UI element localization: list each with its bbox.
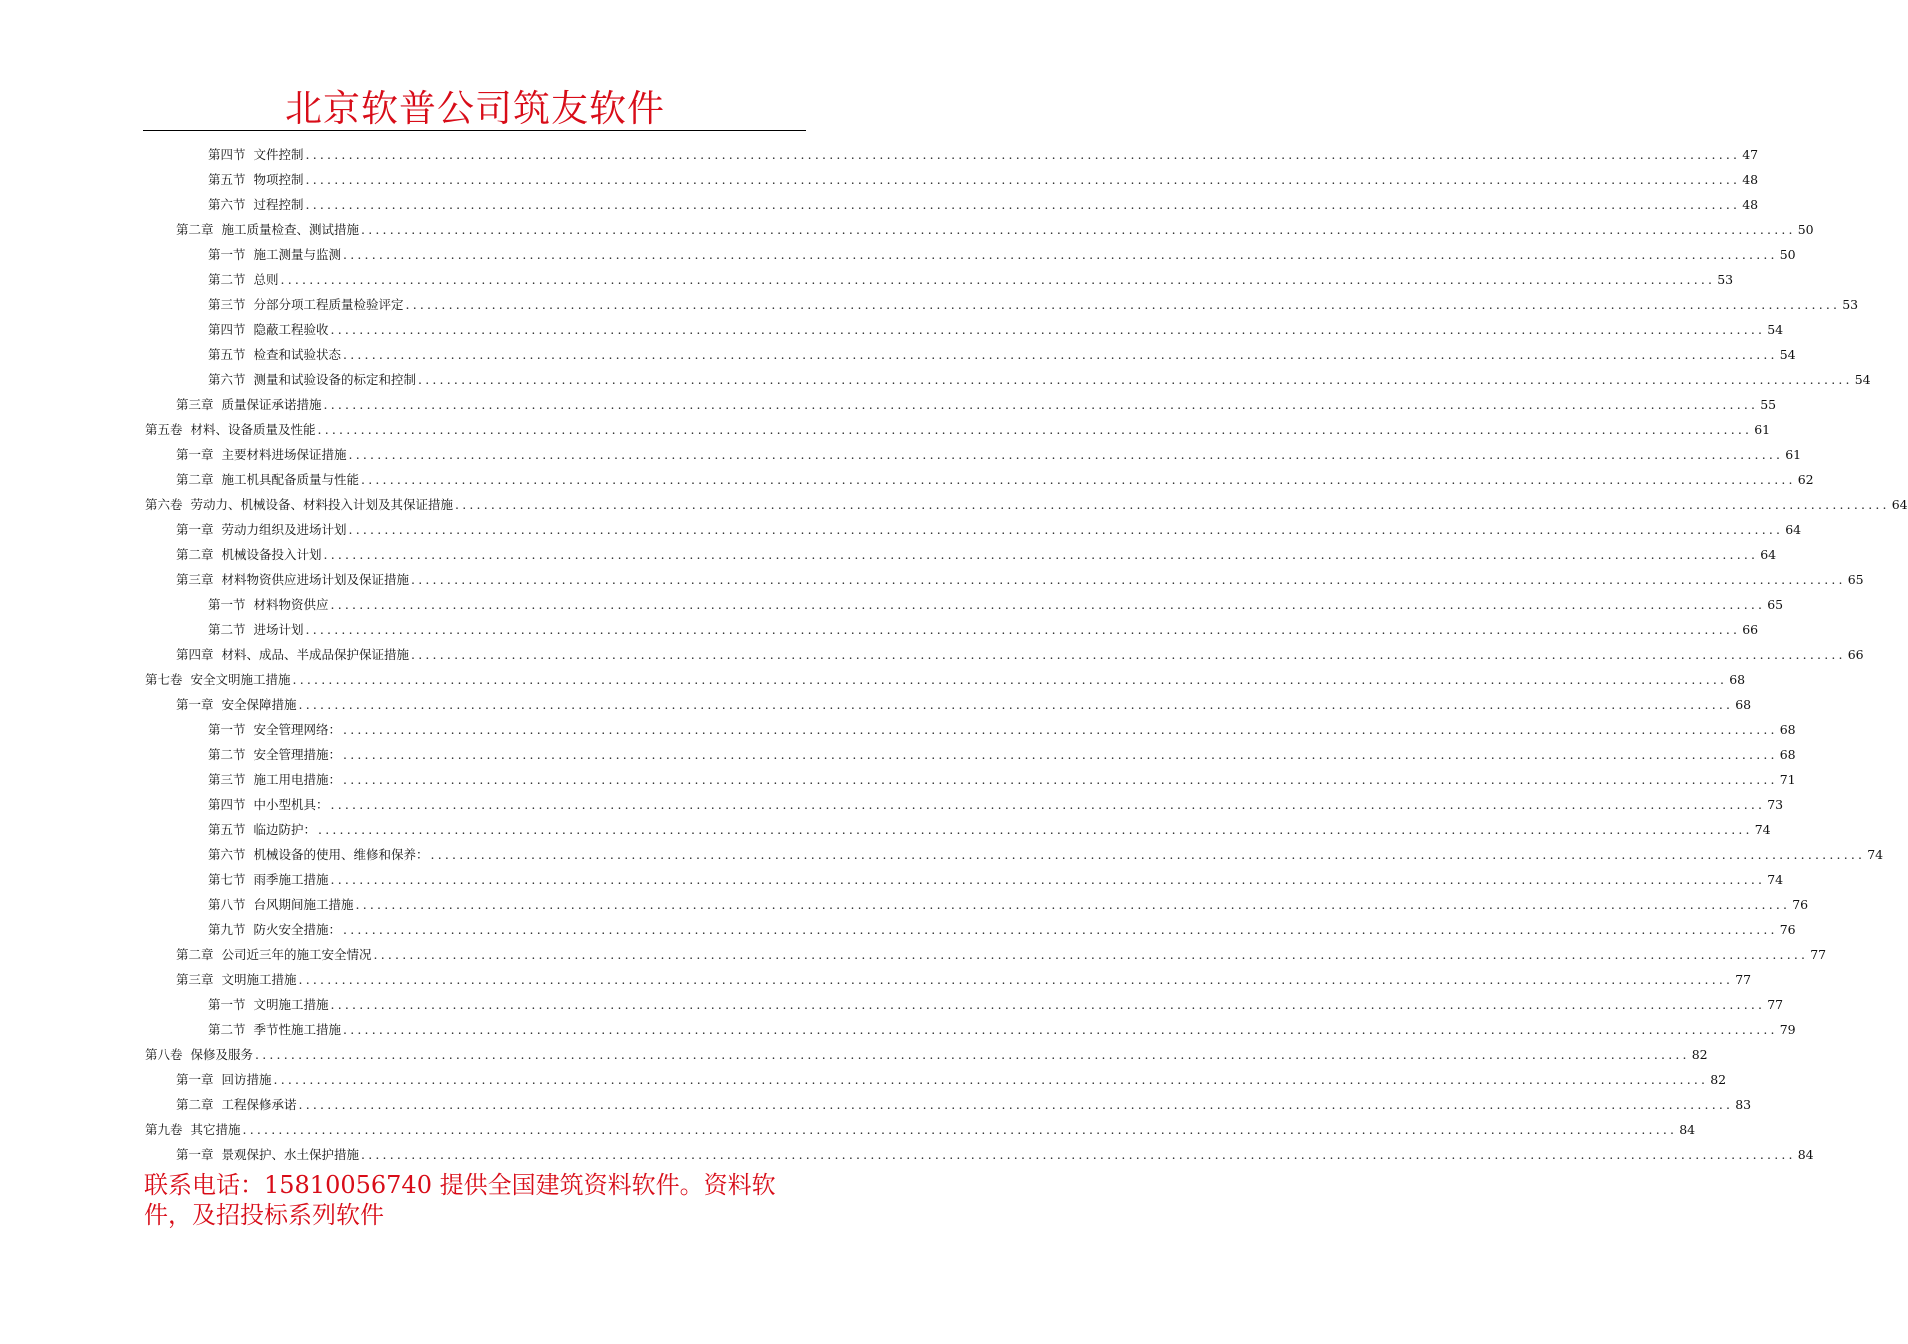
toc-entry[interactable]	[145, 1042, 1708, 1067]
toc-dot-leader: ........................................................................................................................................................................................................	[305, 147, 1741, 162]
toc-entry-page: 50	[1797, 222, 1814, 237]
contact-footer-note: 联系电话：15810056740 提供全国建筑资料软件。资料软件，及招投标系列软件	[144, 1171, 776, 1229]
toc-dot-leader: ........................................................................................................................................................................................................	[361, 1147, 1796, 1162]
toc-entry-page: 65	[1847, 572, 1864, 587]
toc-entry-number: 第五节	[208, 822, 246, 837]
toc-dot-leader: ........................................................................................................................................................................................................	[343, 1022, 1778, 1037]
toc-dot-leader: ........................................................................................................................................................................................................	[343, 922, 1778, 937]
toc-entry-title: 机械设备的使用、维修和保养：	[253, 847, 429, 862]
toc-entry-title: 中小型机具：	[253, 797, 329, 812]
toc-entry[interactable]	[145, 767, 1796, 792]
toc-entry-page: 82	[1691, 1047, 1708, 1062]
toc-dot-leader: ........................................................................................................................................................................................................	[455, 497, 1890, 512]
toc-entry-number: 第二章	[176, 222, 214, 237]
toc-entry[interactable]	[145, 417, 1771, 442]
toc-entry[interactable]	[145, 1017, 1796, 1042]
toc-dot-leader: ........................................................................................................................................................................................................	[343, 247, 1778, 262]
toc-entry-number: 第三章	[176, 572, 214, 587]
toc-entry-title: 文明施工措施	[253, 997, 329, 1012]
toc-entry-page: 74	[1754, 822, 1771, 837]
toc-entry[interactable]	[145, 367, 1871, 392]
toc-dot-leader: ........................................................................................................................................................................................................	[430, 847, 1866, 862]
toc-entry[interactable]	[145, 517, 1802, 542]
toc-dot-leader: ........................................................................................................................................................................................................	[343, 772, 1778, 787]
toc-entry-page: 68	[1735, 697, 1752, 712]
toc-entry-number: 第四节	[208, 322, 246, 337]
toc-entry-page: 48	[1742, 172, 1759, 187]
toc-dot-leader: ........................................................................................................................................................................................................	[411, 572, 1846, 587]
toc-entry-number: 第四节	[208, 797, 246, 812]
toc-entry-page: 65	[1767, 597, 1784, 612]
toc-entry-title: 施工机具配备质量与性能	[221, 472, 360, 487]
toc-entry[interactable]	[145, 142, 1759, 167]
toc-entry-title: 测量和试验设备的标定和控制	[253, 372, 417, 387]
toc-entry-page: 54	[1854, 372, 1871, 387]
toc-entry[interactable]	[145, 192, 1759, 217]
toc-entry-title: 施工测量与监测	[253, 247, 342, 262]
toc-entry-number: 第八卷	[145, 1047, 183, 1062]
header-divider	[143, 130, 806, 131]
toc-entry-title: 回访措施	[221, 1072, 272, 1087]
toc-entry-number: 第三节	[208, 297, 246, 312]
toc-entry-title: 材料、设备质量及性能	[190, 422, 316, 437]
toc-entry-page: 54	[1767, 322, 1784, 337]
toc-entry-number: 第七节	[208, 872, 246, 887]
toc-entry-number: 第五卷	[145, 422, 183, 437]
toc-entry-page: 61	[1754, 422, 1771, 437]
toc-entry[interactable]	[145, 592, 1784, 617]
toc-entry-title: 质量保证承诺措施	[221, 397, 322, 412]
toc-entry[interactable]	[145, 392, 1777, 417]
toc-entry-title: 主要材料进场保证措施	[221, 447, 347, 462]
toc-entry-page: 66	[1742, 622, 1759, 637]
toc-entry[interactable]	[145, 942, 1827, 967]
toc-entry-title: 季节性施工措施	[253, 1022, 342, 1037]
toc-dot-leader: ........................................................................................................................................................................................................	[255, 1047, 1690, 1062]
toc-dot-leader: ........................................................................................................................................................................................................	[355, 897, 1791, 912]
toc-dot-leader: ........................................................................................................................................................................................................	[305, 622, 1741, 637]
toc-entry-number: 第三章	[176, 972, 214, 987]
toc-entry-number: 第五节	[208, 172, 246, 187]
toc-entry[interactable]	[145, 992, 1784, 1017]
toc-entry-page: 64	[1760, 547, 1777, 562]
toc-entry[interactable]	[145, 342, 1796, 367]
toc-entry-page: 83	[1735, 1097, 1752, 1112]
toc-entry-page: 77	[1735, 972, 1752, 987]
toc-entry-title: 材料物资供应	[253, 597, 329, 612]
toc-entry[interactable]	[145, 817, 1771, 842]
toc-entry[interactable]	[145, 967, 1752, 992]
toc-entry-number: 第二章	[176, 1097, 214, 1112]
toc-entry-title: 过程控制	[253, 197, 304, 212]
toc-entry[interactable]	[145, 917, 1796, 942]
toc-entry-page: 71	[1779, 772, 1796, 787]
toc-entry[interactable]	[145, 692, 1752, 717]
toc-entry[interactable]	[145, 492, 1908, 517]
toc-dot-leader: ........................................................................................................................................................................................................	[280, 272, 1716, 287]
toc-entry-title: 劳动力组织及进场计划	[221, 522, 347, 537]
toc-entry-number: 第九节	[208, 922, 246, 937]
toc-dot-leader: ........................................................................................................................................................................................................	[343, 747, 1778, 762]
toc-entry-number: 第七卷	[145, 672, 183, 687]
toc-entry-title: 检查和试验状态	[253, 347, 342, 362]
toc-entry-number: 第一章	[176, 697, 214, 712]
toc-dot-leader: ........................................................................................................................................................................................................	[298, 972, 1734, 987]
toc-entry-title: 物项控制	[253, 172, 304, 187]
toc-dot-leader: ........................................................................................................................................................................................................	[330, 797, 1766, 812]
toc-entry-title: 材料、成品、半成品保护保证措施	[221, 647, 410, 662]
toc-entry-title: 分部分项工程质量检验评定	[253, 297, 404, 312]
toc-entry-title: 进场计划	[253, 622, 304, 637]
toc-dot-leader: ........................................................................................................................................................................................................	[418, 372, 1853, 387]
toc-entry[interactable]	[145, 542, 1777, 567]
toc-entry-number: 第二章	[176, 947, 214, 962]
toc-entry-title: 文明施工措施	[221, 972, 297, 987]
toc-entry-title: 临边防护：	[253, 822, 317, 837]
toc-entry-title: 文件控制	[253, 147, 304, 162]
toc-dot-leader: ........................................................................................................................................................................................................	[305, 197, 1741, 212]
toc-entry[interactable]	[145, 167, 1759, 192]
toc-entry[interactable]	[145, 1092, 1752, 1117]
toc-entry-title: 保修及服务	[190, 1047, 254, 1062]
toc-entry-page: 79	[1779, 1022, 1796, 1037]
toc-entry-page: 50	[1779, 247, 1796, 262]
toc-dot-leader: ........................................................................................................................................................................................................	[343, 722, 1778, 737]
toc-entry-number: 第一节	[208, 722, 246, 737]
toc-entry-title: 其它措施	[190, 1122, 241, 1137]
toc-entry-title: 安全管理网络：	[253, 722, 342, 737]
toc-entry-title: 施工用电措施：	[253, 772, 342, 787]
toc-dot-leader: ........................................................................................................................................................................................................	[298, 1097, 1734, 1112]
toc-entry-title: 公司近三年的施工安全情况	[221, 947, 372, 962]
toc-entry-number: 第一章	[176, 522, 214, 537]
toc-entry-title: 安全管理措施：	[253, 747, 342, 762]
toc-entry-number: 第三章	[176, 397, 214, 412]
toc-dot-leader: ........................................................................................................................................................................................................	[318, 822, 1753, 837]
toc-entry-page: 68	[1729, 672, 1746, 687]
toc-entry-title: 安全文明施工措施	[190, 672, 291, 687]
toc-entry[interactable]	[145, 467, 1814, 492]
toc-dot-leader: ........................................................................................................................................................................................................	[305, 172, 1741, 187]
toc-dot-leader: ........................................................................................................................................................................................................	[242, 1122, 1678, 1137]
toc-dot-leader: ........................................................................................................................................................................................................	[330, 597, 1766, 612]
toc-entry[interactable]	[145, 217, 1814, 242]
toc-dot-leader: ........................................................................................................................................................................................................	[323, 547, 1759, 562]
toc-entry-page: 73	[1767, 797, 1784, 812]
toc-dot-leader: ........................................................................................................................................................................................................	[348, 522, 1784, 537]
toc-dot-leader: ........................................................................................................................................................................................................	[330, 872, 1766, 887]
toc-entry-number: 第四节	[208, 147, 246, 162]
toc-entry-title: 工程保修承诺	[221, 1097, 297, 1112]
toc-entry-page: 74	[1767, 872, 1784, 887]
toc-dot-leader: ........................................................................................................................................................................................................	[411, 647, 1846, 662]
toc-entry-title: 隐蔽工程验收	[253, 322, 329, 337]
toc-entry-number: 第四章	[176, 647, 214, 662]
toc-dot-leader: ........................................................................................................................................................................................................	[292, 672, 1728, 687]
toc-entry-title: 景观保护、水土保护措施	[221, 1147, 360, 1162]
toc-entry-number: 第一章	[176, 1072, 214, 1087]
toc-entry-title: 机械设备投入计划	[221, 547, 322, 562]
page-header-title: 北京软普公司筑友软件	[285, 87, 665, 130]
toc-entry-page: 64	[1891, 497, 1908, 512]
toc-entry-title: 劳动力、机械设备、材料投入计划及其保证措施	[190, 497, 454, 512]
toc-entry-page: 47	[1742, 147, 1759, 162]
table-of-contents	[145, 142, 1908, 1167]
toc-entry-title: 材料物资供应进场计划及保证措施	[221, 572, 410, 587]
toc-entry-title: 安全保障措施	[221, 697, 297, 712]
toc-entry-title: 台风期间施工措施	[253, 897, 354, 912]
toc-entry[interactable]	[145, 1117, 1696, 1142]
toc-entry-page: 77	[1810, 947, 1827, 962]
toc-entry-number: 第二节	[208, 622, 246, 637]
toc-entry-number: 第二节	[208, 1022, 246, 1037]
toc-entry[interactable]	[145, 642, 1864, 667]
toc-entry-page: 68	[1779, 722, 1796, 737]
toc-entry-number: 第六卷	[145, 497, 183, 512]
toc-entry-page: 76	[1779, 922, 1796, 937]
toc-entry[interactable]	[145, 842, 1884, 867]
toc-entry-page: 53	[1717, 272, 1734, 287]
toc-entry-page: 66	[1847, 647, 1864, 662]
toc-entry-page: 84	[1679, 1122, 1696, 1137]
toc-entry[interactable]	[145, 1142, 1814, 1167]
toc-entry-number: 第六节	[208, 372, 246, 387]
toc-entry[interactable]	[145, 667, 1746, 692]
toc-entry-number: 第九卷	[145, 1122, 183, 1137]
toc-entry-number: 第一节	[208, 247, 246, 262]
toc-entry[interactable]	[145, 442, 1802, 467]
toc-entry-page: 64	[1785, 522, 1802, 537]
toc-entry-page: 53	[1842, 297, 1859, 312]
toc-entry-title: 防火安全措施：	[253, 922, 342, 937]
toc-entry-number: 第八节	[208, 897, 246, 912]
toc-entry-page: 55	[1760, 397, 1777, 412]
toc-dot-leader: ........................................................................................................................................................................................................	[343, 347, 1778, 362]
toc-entry[interactable]	[145, 267, 1734, 292]
toc-entry-title: 总则	[253, 272, 279, 287]
toc-entry[interactable]	[145, 1067, 1727, 1092]
toc-entry-page: 54	[1779, 347, 1796, 362]
toc-entry-page: 61	[1785, 447, 1802, 462]
toc-entry-number: 第一章	[176, 1147, 214, 1162]
toc-entry-number: 第二节	[208, 747, 246, 762]
toc-entry-number: 第二章	[176, 472, 214, 487]
toc-entry[interactable]	[145, 717, 1796, 742]
toc-dot-leader: ........................................................................................................................................................................................................	[323, 397, 1759, 412]
toc-entry-number: 第五节	[208, 347, 246, 362]
toc-entry[interactable]	[145, 742, 1796, 767]
toc-entry[interactable]	[145, 292, 1859, 317]
toc-entry-number: 第六节	[208, 197, 246, 212]
toc-dot-leader: ........................................................................................................................................................................................................	[405, 297, 1841, 312]
toc-entry-page: 62	[1797, 472, 1814, 487]
toc-entry-page: 76	[1792, 897, 1809, 912]
toc-dot-leader: ........................................................................................................................................................................................................	[317, 422, 1753, 437]
toc-entry-number: 第二节	[208, 272, 246, 287]
toc-entry-number: 第二章	[176, 547, 214, 562]
toc-entry-title: 施工质量检查、测试措施	[221, 222, 360, 237]
toc-entry-number: 第一节	[208, 597, 246, 612]
toc-dot-leader: ........................................................................................................................................................................................................	[348, 447, 1784, 462]
toc-entry[interactable]	[145, 867, 1784, 892]
toc-entry[interactable]	[145, 892, 1809, 917]
toc-entry-page: 82	[1710, 1072, 1727, 1087]
toc-dot-leader: ........................................................................................................................................................................................................	[330, 322, 1766, 337]
toc-dot-leader: ........................................................................................................................................................................................................	[361, 472, 1796, 487]
toc-entry[interactable]	[145, 317, 1784, 342]
toc-entry[interactable]	[145, 617, 1759, 642]
toc-entry-title: 雨季施工措施	[253, 872, 329, 887]
toc-entry-page: 48	[1742, 197, 1759, 212]
toc-entry-number: 第三节	[208, 772, 246, 787]
toc-dot-leader: ........................................................................................................................................................................................................	[373, 947, 1809, 962]
toc-entry-page: 68	[1779, 747, 1796, 762]
toc-entry[interactable]	[145, 242, 1796, 267]
toc-dot-leader: ........................................................................................................................................................................................................	[330, 997, 1766, 1012]
toc-entry-number: 第一章	[176, 447, 214, 462]
toc-dot-leader: ........................................................................................................................................................................................................	[273, 1072, 1709, 1087]
toc-dot-leader: ........................................................................................................................................................................................................	[298, 697, 1734, 712]
toc-entry[interactable]	[145, 567, 1864, 592]
toc-dot-leader: ........................................................................................................................................................................................................	[361, 222, 1796, 237]
toc-entry-page: 77	[1767, 997, 1784, 1012]
toc-entry-page: 74	[1867, 847, 1884, 862]
toc-entry-number: 第六节	[208, 847, 246, 862]
toc-entry[interactable]	[145, 792, 1784, 817]
toc-entry-number: 第一节	[208, 997, 246, 1012]
toc-entry-page: 84	[1797, 1147, 1814, 1162]
